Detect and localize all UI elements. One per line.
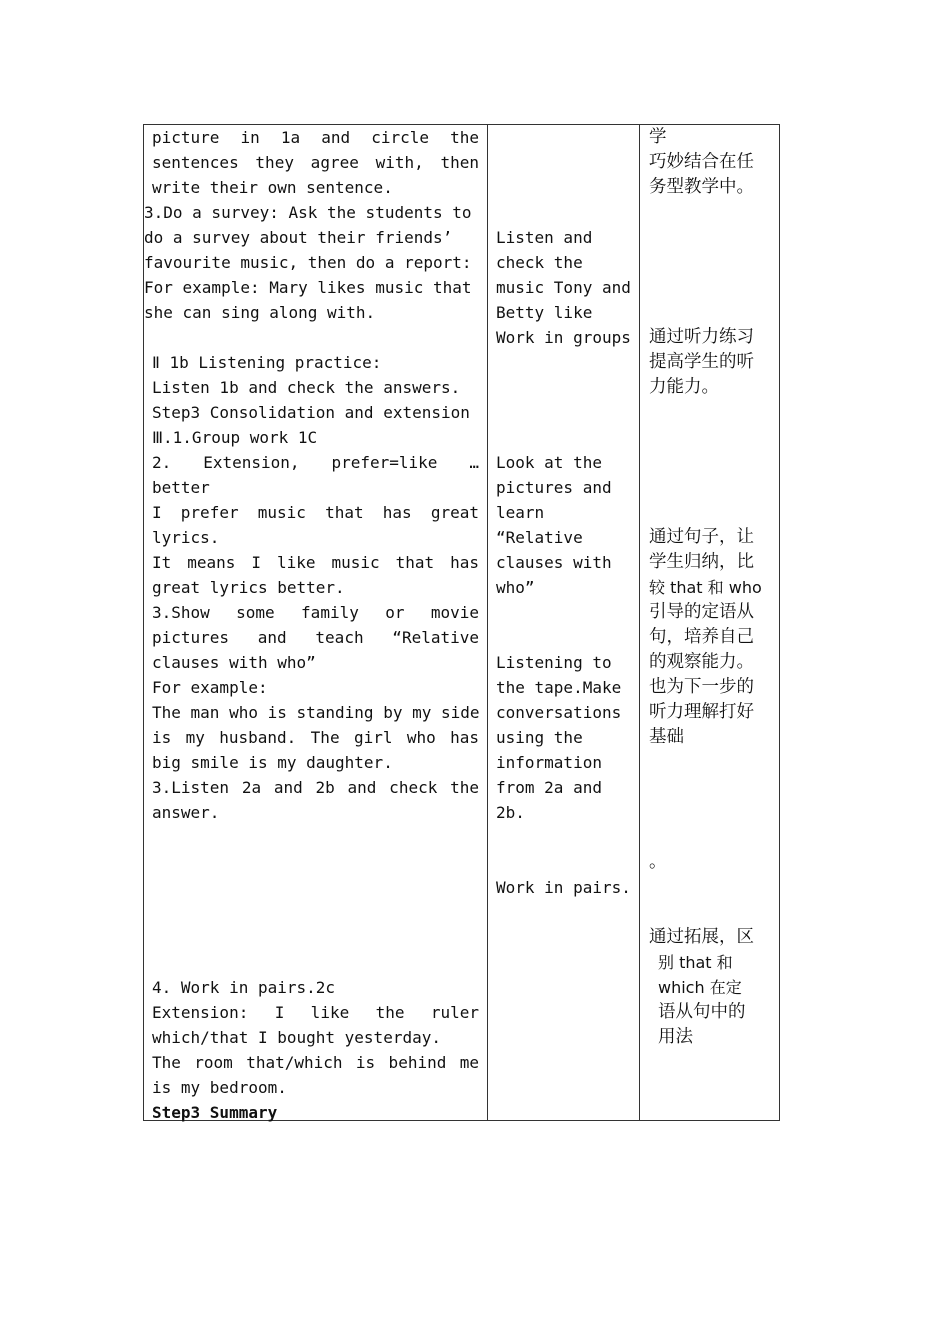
student-line: using the — [496, 728, 583, 747]
intent-line: 的观察能力。 — [649, 652, 754, 672]
activity-line: answer. — [152, 803, 220, 822]
intent-line: 句，培养自己 — [649, 627, 754, 647]
student-line: 2b. — [496, 803, 525, 822]
intent-line: 学 — [649, 127, 667, 147]
design-intent-column — [640, 125, 779, 1120]
student-line: information — [496, 753, 602, 772]
intent-line: 巧妙结合在任 — [649, 152, 754, 172]
intent-line: 听力理解打好 — [649, 702, 754, 722]
student-line: learn — [496, 503, 545, 522]
student-line: from 2a and — [496, 778, 602, 797]
student-line: “Relative — [496, 528, 583, 547]
student-line: who” — [496, 578, 535, 597]
intent-line: 通过句子，让 — [649, 527, 754, 547]
student-line: Betty like — [496, 303, 593, 322]
activity-line: write their own sentence. — [152, 178, 393, 197]
student-line: Listening to — [496, 653, 612, 672]
student-line: check the — [496, 253, 583, 272]
intent-line: 通过听力练习 — [649, 327, 754, 347]
student-line: Listen and — [496, 228, 593, 247]
intent-line: 基础 — [649, 727, 684, 747]
activity-line: pictures and teach “Relative — [152, 628, 479, 647]
activity-line: clauses with who” — [152, 653, 316, 672]
activity-line: For example: — [152, 678, 268, 697]
student-line: conversations — [496, 703, 622, 722]
student-line: Work in pairs. — [496, 878, 631, 897]
student-line: the tape.Make — [496, 678, 622, 697]
activity-line: is my bedroom. — [152, 1078, 287, 1097]
activity-column — [144, 125, 488, 1120]
activity-line: For example: Mary likes music that — [144, 278, 472, 297]
student-line: pictures and — [496, 478, 612, 497]
activity-line: The man who is standing by my side — [152, 703, 480, 722]
intent-line: 提高学生的听 — [649, 352, 754, 372]
intent-line: 别 that 和 — [658, 953, 733, 972]
activity-line: 3.Listen 2a and 2b and check the — [152, 778, 479, 797]
intent-line: which 在定 — [658, 978, 742, 997]
lesson-plan-table — [143, 124, 780, 1121]
intent-line: 学生归纳，比 — [649, 552, 754, 572]
activity-line: The room that/which is behind me — [152, 1053, 479, 1072]
activity-line: I prefer music that has great — [152, 503, 479, 522]
student-line: Look at the — [496, 453, 602, 472]
activity-line: Ⅲ.1.Group work 1C — [152, 428, 318, 447]
activity-line: sentences they agree with, then — [152, 153, 479, 172]
activity-line: which/that I bought yesterday. — [152, 1028, 441, 1047]
activity-line: is my husband. The girl who has — [152, 728, 479, 747]
activity-line: Listen 1b and check the answers. — [152, 378, 461, 397]
intent-line: 较 that 和 who — [649, 578, 762, 597]
activity-line: big smile is my daughter. — [152, 753, 393, 772]
activity-line: great lyrics better. — [152, 578, 345, 597]
activity-line: 2. Extension, prefer=like … — [152, 453, 479, 472]
activity-line: 3.Show some family or movie — [152, 603, 479, 622]
student-line: clauses with — [496, 553, 612, 572]
activity-line: better — [152, 478, 210, 497]
activity-line: Extension: I like the ruler — [152, 1003, 479, 1022]
activity-line: favourite music, then do a report: — [144, 253, 472, 272]
student-line: Work in groups — [496, 328, 631, 347]
summary-heading: Step3 Summary — [152, 1103, 278, 1122]
student-line: music Tony and — [496, 278, 631, 297]
activity-line: 4. Work in pairs.2c — [152, 978, 336, 997]
intent-line: 语从句中的 — [658, 1002, 746, 1022]
activity-line: It means I like music that has — [152, 553, 479, 572]
intent-line: 也为下一步的 — [649, 677, 754, 697]
activity-line: picture in 1a and circle the — [152, 128, 479, 147]
student-activity-column — [488, 125, 640, 1120]
activity-line: do a survey about their friends’ — [144, 228, 453, 247]
intent-line: 通过拓展，区 — [649, 927, 754, 947]
intent-line: 务型教学中。 — [649, 177, 754, 197]
activity-line: 3.Do a survey: Ask the students to — [144, 203, 472, 222]
intent-line: 引导的定语从 — [649, 602, 754, 622]
intent-line: 力能力。 — [649, 377, 719, 397]
activity-line: she can sing along with. — [144, 303, 376, 322]
activity-line: lyrics. — [152, 528, 220, 547]
intent-line: 用法 — [658, 1027, 693, 1047]
activity-line: Ⅱ 1b Listening practice: — [152, 353, 382, 372]
intent-line: 。 — [649, 852, 667, 872]
activity-line: Step3 Consolidation and extension — [152, 403, 470, 422]
